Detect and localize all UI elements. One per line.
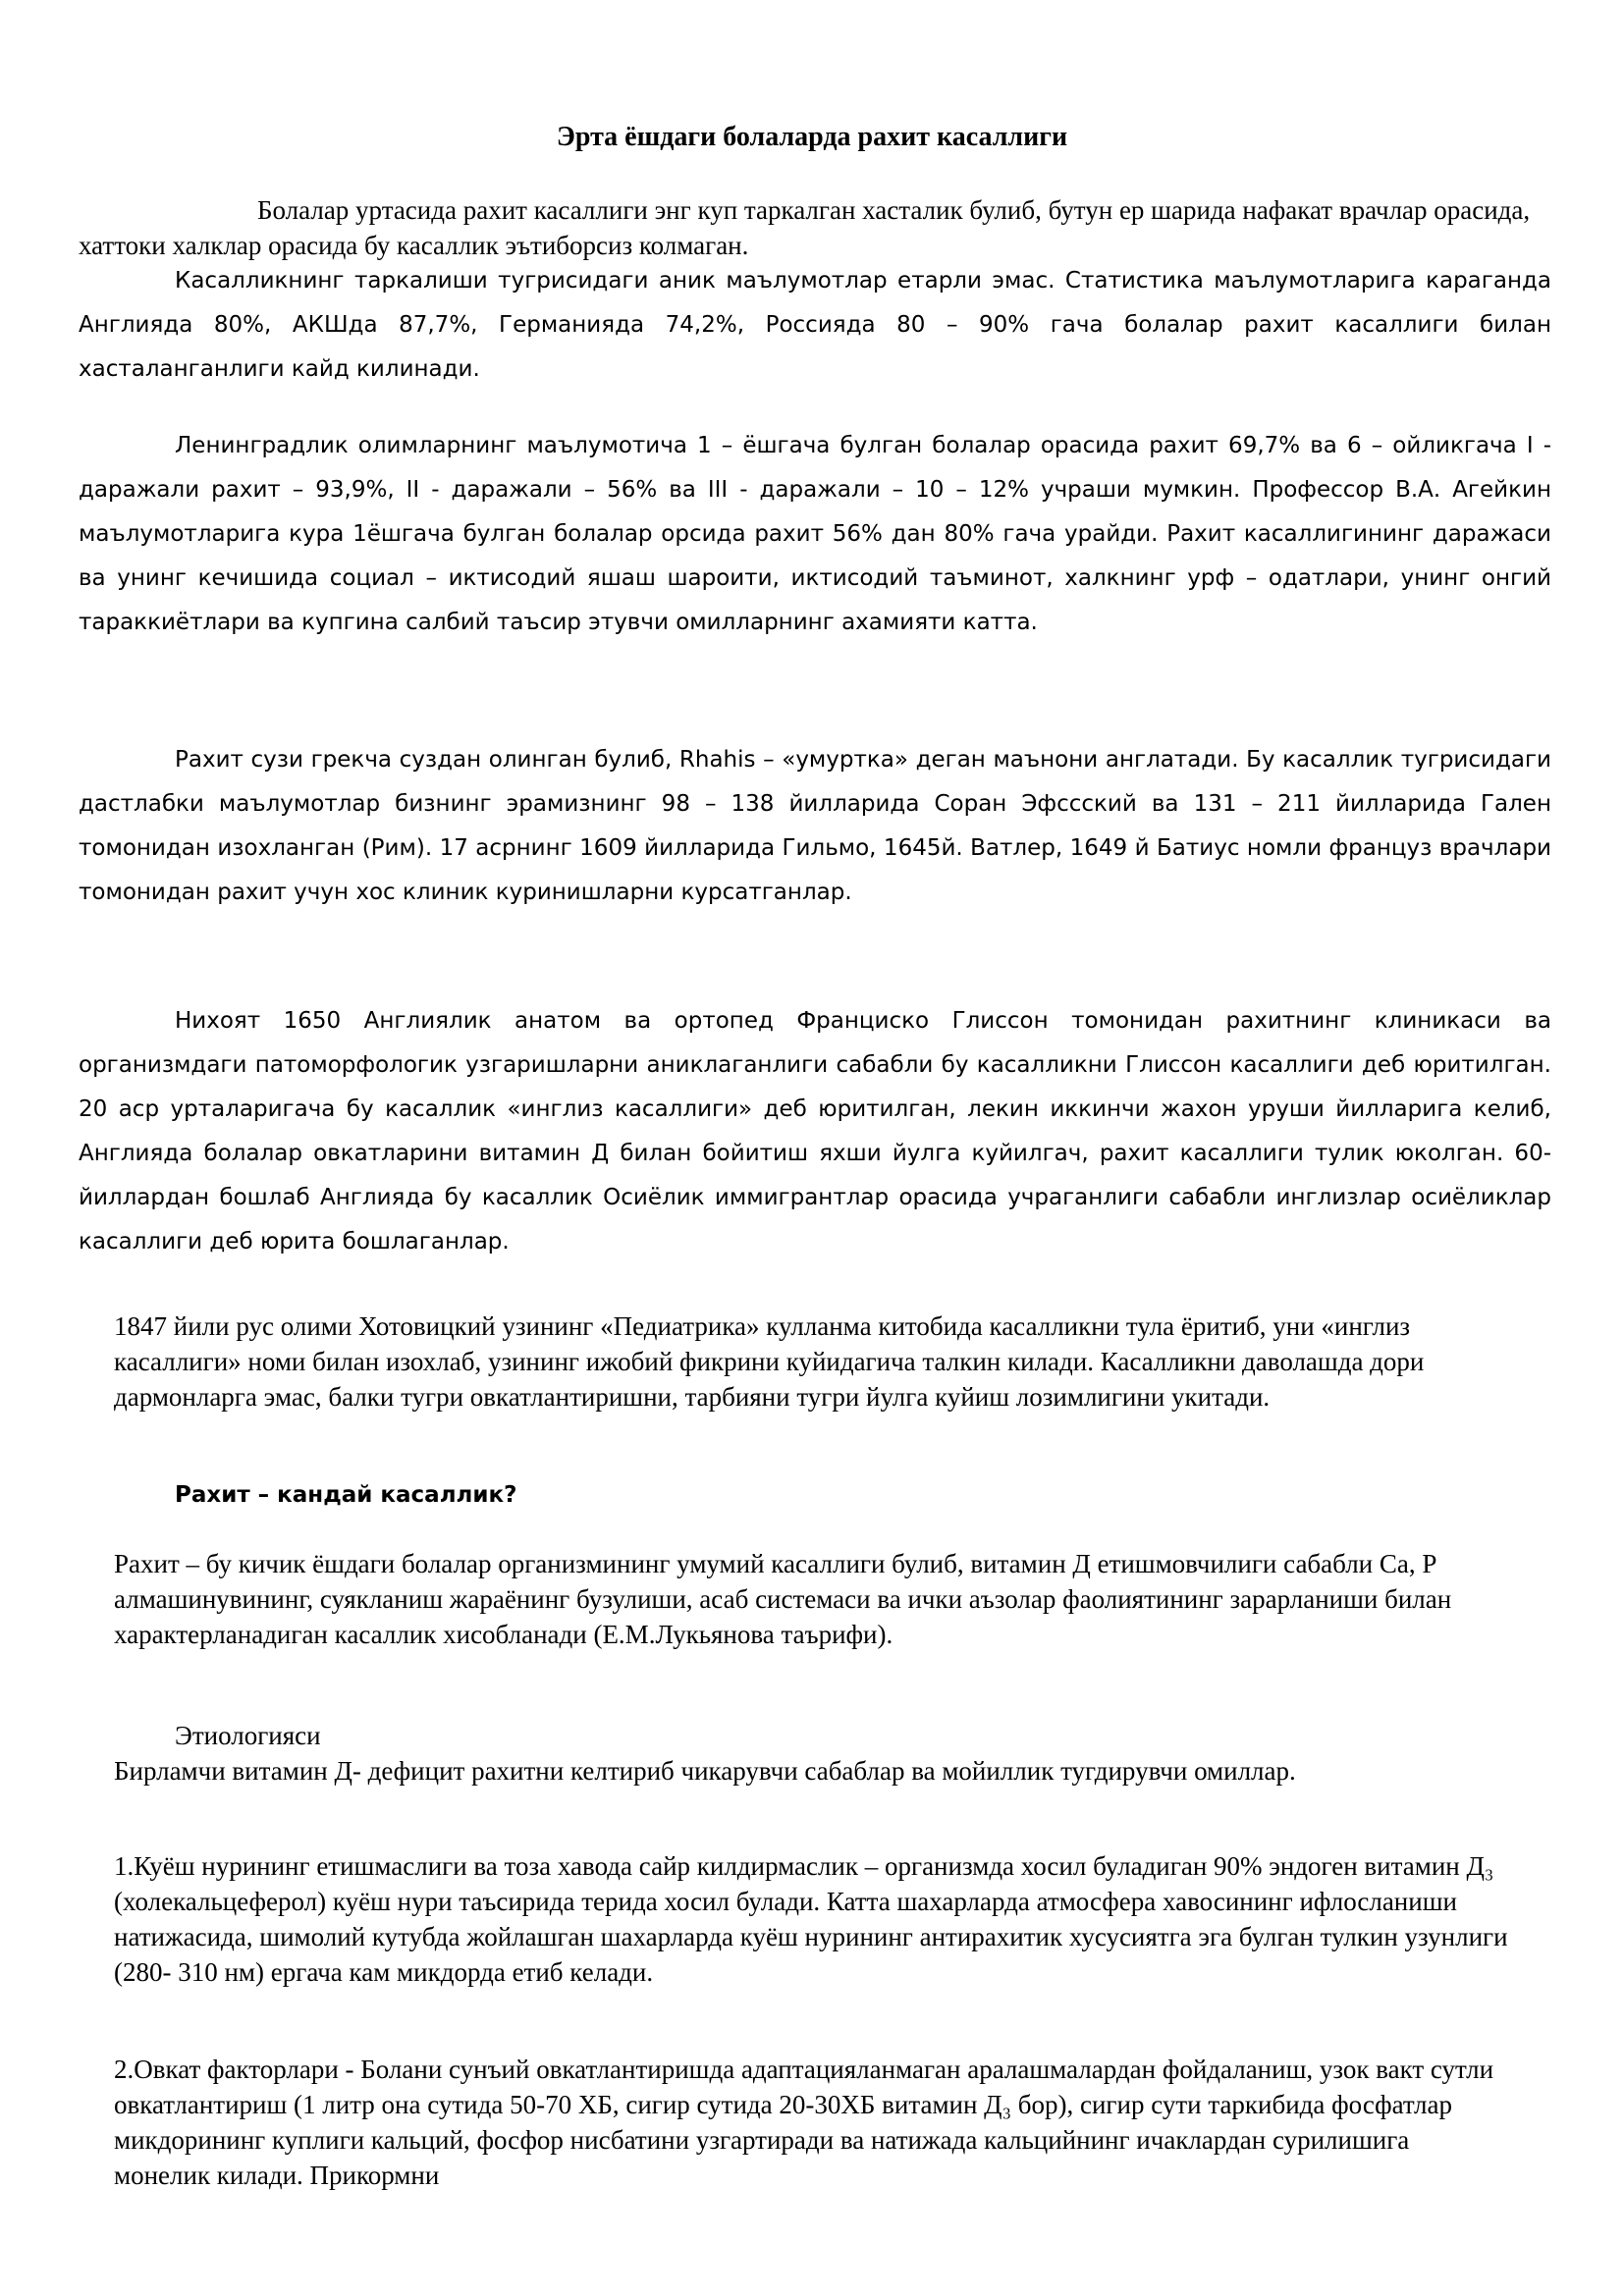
paragraph-food-factor: 2.Овкат факторлари - Болани сунъий овкатлантиришда адаптацияланмаган аралашмалардан фойдаланиш, узок вакт сутли овкатлантириш (1 литр она сутида 50-70 ХБ, сигир сутида 20-30ХБ витамин Д₃ бор), сигир сути таркибида фосфатлар микдорининг куплиги кальций, фосфор нисбатини узгартиради ва натижада кальцийнинг ичаклардан сурилишига монелик килади. Прикормни [114,2055,1494,2190]
paragraph-intro: Болалар уртасида рахит касаллиги энг куп таркалган хасталик булиб, бутун ер шарида нафакат врачлар орасида, хаттоки халклар орасида бу касаллик эътиборсиз колмаган. [79,195,1531,260]
paragraph-etymology: Рахит сузи грекча суздан олинган булиб, Rhahis – «умуртка» деган маънони англатади. Бу касаллик тугрисидаги дастлабки маълумотлар бизнинг эрамизнинг 98 – 138 йилларида Соран Эфсcский ва 131 – 211 йилларида Гален томонидан изохланган (Рим). 17 асрнинг 1609 йилларида Гильмо, 1645й. Ватлер, 1649 й Батиус номли француз врачлари томонидан рахит учун хос клиник куринишларни курсатганлар. [79,747,1551,905]
paragraph-statistics: Касалликнинг таркалиши тугрисидаги аник маълумотлар етарли эмас. Статистика маълумотларига караганда Англияда 80%, АКШда 87,7%, Германияда 74,2%, Россияда 80 – 90% гача болалар рахит касаллиги билан хасталанганлиги кайд килинади. [79,268,1551,382]
paragraph-etiology-intro: Бирламчи витамин Д- дефицит рахитни келтириб чикарувчи сабаблар ва мойиллик тугдирувчи омиллар. [114,1756,1296,1786]
paragraph-leningrad-data: Ленинградлик олимларнинг маълумотича 1 – ёшгача булган болалар орасида рахит 69,7% ва 6 – ойликгача I - даражали рахит – 93,9%, II - даражали – 56% ва III - даражали – 10 – 12% учраши мумкин. Профессор В.А. Агейкин маълумотларига кура 1ёшгача булган болалар орсида рахит 56% дан 80% гача урайди. Рахит касаллигининг даражаси ва унинг кечишида социал – иктисодий яшаш шароити, иктисодий таъминот, халкнинг урф – одатлари, унинг онгий тараккиётлари ва купгина салбий таъсир этувчи омилларнинг ахамияти катта. [79,433,1551,635]
section-heading-etiology: Этиологияси [175,1721,321,1750]
paragraph-sunlight-factor: 1.Куёш нурининг етишмаслиги ва тоза хавода сайр килдирмаслик – организмда хосил буладиган 90% эндоген витамин Д₃ (холекальцеферол) куёш нури таъсирида терида хосил булади. Катта шахарларда атмосфера хавосининг ифлосланиши натижасида, шимолий кутубда жойлашган шахарларда куёш нурининг антирахитик хусусиятга эга булган тулкин узунлиги (280- 310 нм) ергача кам микдорда етиб келади. [114,1851,1508,1987]
paragraph-definition: Рахит – бу кичик ёшдаги болалар организмининг умумий касаллиги булиб, витамин Д етишмовчилиги сабабли Са, Р алмашинувининг, суякланиш жараёнинг бузулиши, асаб системаси ва ички аъзолар фаолиятининг зарарланиши билан характерланадиган касаллик хисобланади (Е.М.Лукьянова таърифи). [114,1549,1452,1649]
paragraph-glisson: Нихоят 1650 Англиялик анатом ва ортопед Франциско Глиссон томонидан рахитнинг клиникаси ва организмдаги патоморфологик узгаришларни аниклаганлиги сабабли бу касалликни Глиссон касаллиги деб юритилган. 20 аср урталаригача бу касаллик «инглиз касаллиги» деб юритилган, лекин иккинчи жахон уруши йилларига келиб, Англияда болалар овкатларини витамин Д билан бойитиш яхши йулга куйилгач, рахит касаллиги тулик юколган. 60-йиллардан бошлаб Англияда бу касаллик Осиёлик иммигрантлар орасида учраганлиги сабабли инглизлар осиёликлар касаллиги деб юрита бошлаганлар. [79,1008,1551,1255]
section-heading-what-is-rickets: Рахит – кандай касаллик? [175,1482,517,1508]
document-title: Эрта ёшдаги болаларда рахит касаллиги [556,122,1068,152]
paragraph-khotovitsky: 1847 йили рус олими Хотовицкий узининг «Педиатрика» кулланма китобида касалликни тула ёритиб, уни «инглиз касаллиги» номи билан изохлаб, узининг ижобий фикрини куйидагича талкин килади. Касалликни даволашда дори дармонларга эмас, балки тугри овкатлантиришни, тарбияни тугри йулга куйиш лозимлигини укитади. [114,1311,1425,1412]
